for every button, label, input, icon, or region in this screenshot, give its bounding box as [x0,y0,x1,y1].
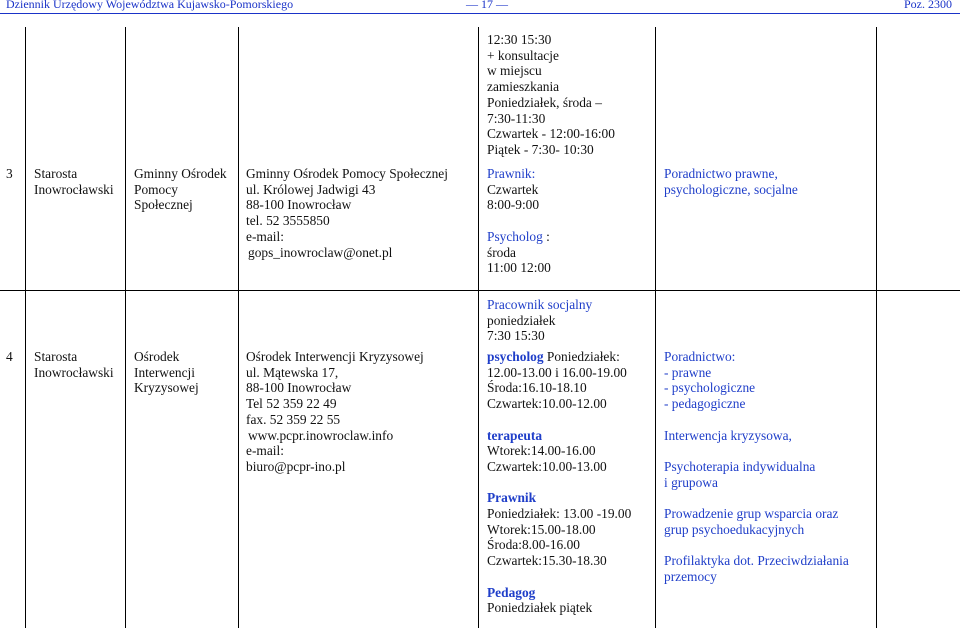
hours-line: Czwartek:15.30-18.30 [487,553,607,569]
row3-services [664,166,798,197]
address-line: ul. Królowej Jadwigi 43 [246,181,376,197]
header-rule [0,13,960,14]
unit-line: Interwencji [134,364,195,380]
prawnik-label: Prawnik: [487,166,536,181]
schedule-line: 12:30 15:30 [487,32,552,47]
unit-line: Ośrodek [134,349,180,364]
address-line: e-mail: [246,228,284,244]
running-header [0,0,960,12]
schedule-line: + konsultacje [487,47,559,63]
hours-line: Czwartek [487,181,539,197]
schedule-line: Piątek - 7:30- 10:30 [487,141,594,157]
hours-line: środa [487,244,517,260]
address-line: fax. 52 359 22 55 [246,411,341,427]
address-line: ul. Mątewska 17, [246,364,339,380]
address-line: Ośrodek Interwencji Kryzysowej [246,349,424,364]
service-line: - pedagogiczne [664,396,746,412]
schedule-continuation [487,32,615,158]
psycholog-separator: : [542,228,550,244]
service-line: Prowadzenie grup wsparcia oraz [664,505,839,521]
service-line: psychologiczne, socjalne [664,181,798,197]
row4-address [246,349,424,475]
schedule-line: 7:30-11:30 [487,110,546,126]
hours-line: 12.00-13.00 i 16.00-19.00 [487,364,627,380]
hours-line: Poniedziałek: [543,349,620,364]
spacer [487,475,631,491]
service-line: przemocy [664,568,717,584]
position-number: Poz. 2300 [904,0,952,11]
row4-unit [134,349,199,396]
schedule-line: zamieszkania [487,79,560,95]
address-line: tel. 52 3555850 [246,213,330,229]
service-line: Poradnictwo prawne, [664,166,778,181]
hours-line: Środa:16.10-18.10 [487,380,587,396]
service-line: Interwencja kryzysowa, [664,427,792,443]
psycholog-label: psycholog [487,349,544,364]
hours-line: poniedziałek [487,312,556,328]
row4-pre-hours [487,297,592,344]
column-divider [478,27,479,628]
address-line: Gminny Ośrodek Pomocy Społecznej [246,166,448,181]
hours-line: Wtorek:15.00-18.00 [487,521,596,537]
hours-line: Poniedziałek piątek [487,600,593,616]
row4-services [664,349,849,584]
spacer [487,412,631,428]
row4-authority [34,349,114,380]
hours-line: Poniedziałek: 13.00 -19.00 [487,506,632,521]
authority-line: Inowrocławski [34,364,114,380]
address-line: 88-100 Inowrocław [246,197,352,213]
row4-number: 4 [6,349,13,364]
psycholog-heading [487,229,551,245]
email-address: gops_inowroclaw@onet.pl [248,244,393,260]
unit-line: Gminny Ośrodek [134,166,227,181]
schedule-line: Czwartek - 12:00-16:00 [487,126,615,142]
service-line: Psychoterapia indywidualna [664,458,816,474]
service-line: Poradnictwo: [664,349,736,364]
service-line: - psychologiczne [664,380,756,396]
email-address: biuro@pcpr-ino.pl [246,458,346,474]
terapeuta-label: terapeuta [487,427,543,443]
spacer [664,443,849,459]
authority-line: Inowrocławski [34,181,114,197]
row3-authority [34,166,114,197]
address-line: Tel 52 359 22 49 [246,396,337,412]
service-line: i grupowa [664,474,718,490]
hours-line: Czwartek:10.00-13.00 [487,458,607,474]
hours-line: 11:00 12:00 [487,260,551,276]
column-divider [238,27,239,628]
spacer [487,213,551,229]
hours-line: Środa:8.00-16.00 [487,537,580,553]
authority-line: Starosta [34,349,78,364]
prawnik-label: Prawnik [487,490,537,506]
address-line: 88-100 Inowrocław [246,380,352,396]
page-number: — 17 — [466,0,508,11]
column-divider [25,27,26,628]
column-divider [125,27,126,628]
pracownik-label: Pracownik socjalny [487,297,593,312]
column-divider [655,27,656,628]
journal-title: Dziennik Urzędowy Województwa Kujawsko-Pomorskiego [6,0,294,11]
pedagog-label: Pedagog [487,584,536,600]
unit-line: Kryzysowej [134,380,199,396]
spacer [664,490,849,506]
psycholog-heading [487,349,631,365]
schedule-line: Poniedziałek, środa – [487,94,602,110]
hours-line: Czwartek:10.00-12.00 [487,396,607,412]
spacer [487,569,631,585]
row3-number: 3 [6,166,13,181]
hours-line: 8:00-9:00 [487,197,540,213]
row3-address [246,166,448,260]
service-line: grup psychoedukacyjnych [664,521,805,537]
hours-line: 7:30 15:30 [487,328,545,344]
row3-hours [487,166,551,276]
website: www.pcpr.inowroclaw.info [248,427,394,443]
spacer [664,537,849,553]
row3-unit [134,166,227,213]
row-divider [0,290,960,291]
row4-hours [487,349,631,616]
schedule-line: w miejscu [487,63,542,79]
unit-line: Pomocy [134,181,178,197]
spacer [664,412,849,428]
unit-line: Społecznej [134,197,193,213]
hours-line: Wtorek:14.00-16.00 [487,443,596,459]
column-divider [876,27,877,628]
psycholog-label: Psycholog [487,228,543,244]
service-line: Profilaktyka dot. Przeciwdziałania [664,553,849,569]
service-line: - prawne [664,364,712,380]
authority-line: Starosta [34,166,78,181]
address-line: e-mail: [246,443,284,459]
